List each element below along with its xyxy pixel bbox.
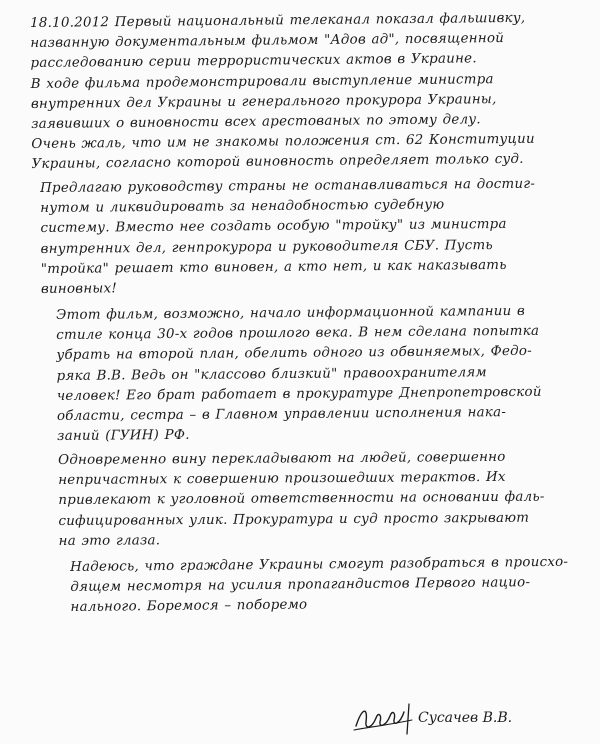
text-line: Очень жаль, что им не знакомы положения ст. 62 Конституции (31, 131, 535, 153)
paragraph-closing-hope (70, 553, 579, 619)
text-line: на это глаза. (58, 533, 161, 550)
text-line: стиле конца 30-х годов прошлого века. В нем сделана попытка (56, 323, 540, 344)
text-line: заний (ГУИН) РФ. (57, 427, 190, 445)
text-line: ряка В.В. Ведь он "классово близкий" правоохранителям (56, 364, 487, 384)
text-line: Одновременно вину перекладывают на людей, совершенно (58, 450, 506, 469)
signer-name: Сусачев В.В. (418, 710, 513, 726)
text-line: области, сестра – в Главном управлении исполнения нака- (56, 404, 507, 424)
text-line: привлекают к уголовной ответственности на основании фаль- (58, 490, 545, 509)
text-line: расследованию серии террористических актов в Украине. (30, 51, 477, 72)
text-line: нального. Боремося – поборемо (70, 598, 308, 616)
text-line: человек! Его брат работает в прокуратуре Днепропетровской (56, 384, 542, 404)
text-line: названную документальным фильмом "Адов ад", посвященной (30, 31, 505, 52)
text-line: сифицированных улик. Прокуратура и суд просто закрывают (58, 510, 530, 529)
paragraph-information-campaign (56, 301, 579, 447)
text-line: систему. Вместо нее создать особую "тройку" из министра (40, 216, 507, 237)
handwritten-letter (30, 10, 578, 622)
text-line: непричастных к совершению произошедших терактов. Их (58, 470, 506, 489)
paragraph-film-broadcast (30, 8, 580, 175)
text-line: внутренних дел Украины и генерального прокурора Украины, (30, 91, 497, 112)
text-line: заявивших о виновности всех арестованых по этому делу. (31, 112, 481, 133)
text-line: внутренних дел, генпрокурора и руководителя СБУ. Пусть (40, 237, 493, 257)
text-line: дящем несмотря на усилия пропагандистов Первого нацио- (70, 575, 531, 596)
text-line: "тройка" решает кто виновен, а кто нет, и как наказывать (40, 257, 507, 277)
text-line: Украины, согласно которой виновность определяет только суд. (31, 152, 524, 173)
paragraph-blame-shifting (58, 448, 579, 553)
text-line: Надеюсь, что граждане Украины смогут разобраться в происхо- (70, 555, 569, 576)
text-line: убрать на второй план, обелить одного из обвиняемых, Федо- (56, 344, 533, 364)
text-line: нутом и ликвидировать за ненадобностью судебную (40, 197, 445, 216)
text-line: Этот фильм, возможно, начало информационной кампании в (56, 303, 526, 323)
text-line: Предлагаю руководству страны не останавливаться на достиг- (40, 176, 536, 196)
text-line: виновных! (40, 280, 118, 297)
handwritten-signature (352, 700, 414, 736)
text-line: В ходе фильма продемонстрировали выступление министра (30, 71, 494, 92)
text-line: 18.10.2012 Первый национальный телеканал показал фальшивку, (30, 10, 526, 31)
signature-block (352, 700, 582, 738)
paragraph-troika-proposal (40, 174, 579, 300)
